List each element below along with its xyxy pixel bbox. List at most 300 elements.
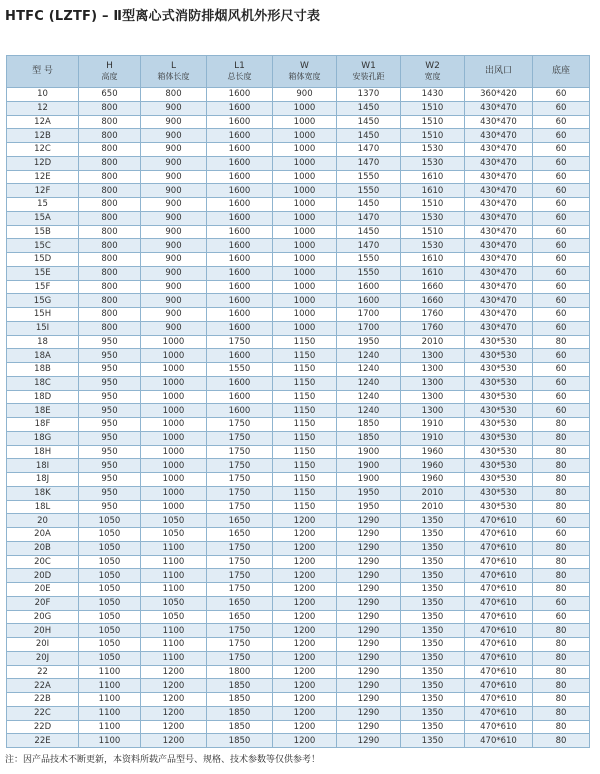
table-cell: 20I — [7, 638, 79, 652]
table-cell: 1350 — [401, 569, 465, 583]
table-cell: 1600 — [207, 129, 273, 143]
column-header-label: 箱体长度 — [157, 72, 190, 81]
column-header — [207, 56, 273, 88]
table-cell: 1600 — [207, 253, 273, 267]
table-cell: 60 — [533, 239, 590, 253]
table-cell: 1350 — [401, 555, 465, 569]
dimension-table-container — [6, 55, 589, 748]
table-cell: 1350 — [401, 693, 465, 707]
table-cell: 950 — [79, 486, 141, 500]
table-row — [7, 143, 590, 157]
table-cell: 1600 — [207, 156, 273, 170]
table-cell: 60 — [533, 294, 590, 308]
table-cell: 1200 — [273, 693, 337, 707]
table-cell: 470*610 — [465, 720, 533, 734]
table-row — [7, 459, 590, 473]
table-cell: 1240 — [337, 363, 401, 377]
table-cell: 1350 — [401, 734, 465, 748]
table-cell: 800 — [79, 211, 141, 225]
table-cell: 60 — [533, 225, 590, 239]
table-cell: 470*610 — [465, 583, 533, 597]
table-cell: 1600 — [207, 101, 273, 115]
table-row — [7, 349, 590, 363]
table-cell: 1600 — [207, 198, 273, 212]
table-cell: 1600 — [207, 225, 273, 239]
table-cell: 1600 — [207, 321, 273, 335]
table-cell: 800 — [79, 239, 141, 253]
table-row — [7, 404, 590, 418]
table-cell: 1470 — [337, 143, 401, 157]
table-cell: 1300 — [401, 349, 465, 363]
table-cell: 950 — [79, 445, 141, 459]
table-cell: 1300 — [401, 390, 465, 404]
table-cell: 1750 — [207, 486, 273, 500]
table-cell: 470*610 — [465, 528, 533, 542]
table-cell: 1100 — [79, 734, 141, 748]
table-cell: 1900 — [337, 459, 401, 473]
table-cell: 430*530 — [465, 418, 533, 432]
table-cell: 60 — [533, 349, 590, 363]
table-cell: 2010 — [401, 335, 465, 349]
table-cell: 12B — [7, 129, 79, 143]
table-cell: 430*470 — [465, 198, 533, 212]
table-cell: 1150 — [273, 459, 337, 473]
table-cell: 1050 — [141, 596, 207, 610]
column-header-label: 型 号 — [32, 66, 53, 76]
table-cell: 80 — [533, 555, 590, 569]
table-cell: 1200 — [273, 651, 337, 665]
table-cell: 2010 — [401, 500, 465, 514]
table-cell: 900 — [141, 266, 207, 280]
table-cell: 1100 — [141, 583, 207, 597]
table-cell: 1760 — [401, 321, 465, 335]
table-cell: 1350 — [401, 638, 465, 652]
table-cell: 1000 — [141, 431, 207, 445]
table-cell: 1290 — [337, 651, 401, 665]
column-header — [401, 56, 465, 88]
table-cell: 20 — [7, 514, 79, 528]
table-cell: 470*610 — [465, 665, 533, 679]
table-cell: 1750 — [207, 638, 273, 652]
table-cell: 1350 — [401, 706, 465, 720]
table-cell: 1430 — [401, 88, 465, 102]
table-cell: 800 — [79, 101, 141, 115]
table-cell: 80 — [533, 693, 590, 707]
table-cell: 80 — [533, 679, 590, 693]
table-cell: 1470 — [337, 211, 401, 225]
table-cell: 470*610 — [465, 638, 533, 652]
table-cell: 800 — [79, 294, 141, 308]
table-cell: 430*470 — [465, 129, 533, 143]
table-cell: 18H — [7, 445, 79, 459]
table-cell: 1960 — [401, 459, 465, 473]
table-cell: 1200 — [141, 720, 207, 734]
table-cell: 1200 — [273, 569, 337, 583]
table-cell: 1000 — [141, 390, 207, 404]
table-cell: 1000 — [273, 280, 337, 294]
table-cell: 1290 — [337, 679, 401, 693]
table-row — [7, 500, 590, 514]
table-cell: 1100 — [141, 651, 207, 665]
table-cell: 1290 — [337, 610, 401, 624]
table-cell: 15I — [7, 321, 79, 335]
table-cell: 1200 — [273, 610, 337, 624]
table-cell: 1510 — [401, 129, 465, 143]
table-row — [7, 638, 590, 652]
table-cell: 60 — [533, 596, 590, 610]
table-cell: 15E — [7, 266, 79, 280]
table-cell: 18I — [7, 459, 79, 473]
table-cell: 80 — [533, 445, 590, 459]
table-cell: 1530 — [401, 143, 465, 157]
column-header-label: 总长度 — [227, 72, 252, 81]
column-header — [7, 56, 79, 88]
table-cell: 430*530 — [465, 473, 533, 487]
table-cell: 18K — [7, 486, 79, 500]
table-cell: 1350 — [401, 720, 465, 734]
table-cell: 1150 — [273, 431, 337, 445]
table-cell: 1100 — [141, 555, 207, 569]
table-cell: 1050 — [141, 610, 207, 624]
table-cell: 1290 — [337, 541, 401, 555]
table-cell: 1750 — [207, 431, 273, 445]
header-row — [7, 56, 590, 88]
table-cell: 1750 — [207, 459, 273, 473]
table-cell: 470*610 — [465, 610, 533, 624]
table-cell: 800 — [79, 198, 141, 212]
table-cell: 1510 — [401, 101, 465, 115]
column-header-symbol: W1 — [361, 61, 376, 71]
table-cell: 1200 — [273, 596, 337, 610]
table-cell: 1290 — [337, 596, 401, 610]
column-header — [533, 56, 590, 88]
table-cell: 80 — [533, 651, 590, 665]
table-cell: 1470 — [337, 239, 401, 253]
table-cell: 20G — [7, 610, 79, 624]
table-cell: 1000 — [273, 211, 337, 225]
table-cell: 430*470 — [465, 280, 533, 294]
table-cell: 1000 — [273, 239, 337, 253]
table-cell: 15G — [7, 294, 79, 308]
table-cell: 1850 — [337, 418, 401, 432]
table-row — [7, 541, 590, 555]
table-cell: 1950 — [337, 500, 401, 514]
table-cell: 1200 — [273, 541, 337, 555]
table-row — [7, 115, 590, 129]
column-header-label: 宽度 — [424, 72, 441, 81]
table-cell: 1290 — [337, 734, 401, 748]
table-cell: 470*610 — [465, 596, 533, 610]
table-cell: 80 — [533, 624, 590, 638]
table-cell: 1200 — [273, 624, 337, 638]
table-cell: 1050 — [79, 638, 141, 652]
table-cell: 1450 — [337, 101, 401, 115]
column-header-label: 安装孔距 — [352, 72, 385, 81]
table-cell: 1000 — [273, 198, 337, 212]
table-row — [7, 266, 590, 280]
table-cell: 18G — [7, 431, 79, 445]
table-cell: 950 — [79, 473, 141, 487]
table-cell: 430*470 — [465, 321, 533, 335]
table-cell: 18 — [7, 335, 79, 349]
table-cell: 60 — [533, 88, 590, 102]
table-cell: 1200 — [141, 665, 207, 679]
table-cell: 1850 — [207, 734, 273, 748]
table-cell: 470*610 — [465, 693, 533, 707]
table-cell: 80 — [533, 500, 590, 514]
table-cell: 950 — [79, 349, 141, 363]
table-cell: 1290 — [337, 638, 401, 652]
table-row — [7, 528, 590, 542]
table-cell: 1350 — [401, 651, 465, 665]
table-cell: 1350 — [401, 610, 465, 624]
table-cell: 1000 — [273, 101, 337, 115]
table-cell: 1050 — [79, 583, 141, 597]
table-row — [7, 101, 590, 115]
table-cell: 1300 — [401, 363, 465, 377]
table-cell: 430*470 — [465, 115, 533, 129]
table-cell: 2010 — [401, 486, 465, 500]
table-cell: 1550 — [337, 253, 401, 267]
table-cell: 800 — [79, 184, 141, 198]
table-cell: 1600 — [207, 184, 273, 198]
table-cell: 1000 — [141, 500, 207, 514]
table-cell: 80 — [533, 569, 590, 583]
table-cell: 1100 — [141, 638, 207, 652]
table-cell: 800 — [79, 115, 141, 129]
table-cell: 1850 — [207, 693, 273, 707]
table-cell: 1900 — [337, 473, 401, 487]
table-cell: 1000 — [273, 184, 337, 198]
table-cell: 60 — [533, 376, 590, 390]
table-cell: 22A — [7, 679, 79, 693]
table-cell: 1290 — [337, 528, 401, 542]
table-cell: 470*610 — [465, 514, 533, 528]
table-cell: 1600 — [207, 115, 273, 129]
table-cell: 22C — [7, 706, 79, 720]
table-cell: 80 — [533, 541, 590, 555]
table-cell: 1450 — [337, 198, 401, 212]
table-cell: 1050 — [79, 624, 141, 638]
table-cell: 950 — [79, 404, 141, 418]
table-cell: 1150 — [273, 418, 337, 432]
table-cell: 60 — [533, 363, 590, 377]
table-cell: 1200 — [273, 514, 337, 528]
table-cell: 1600 — [207, 349, 273, 363]
table-cell: 1350 — [401, 514, 465, 528]
table-cell: 1650 — [207, 514, 273, 528]
dimension-table — [6, 55, 590, 748]
table-row — [7, 239, 590, 253]
table-cell: 1000 — [141, 418, 207, 432]
table-cell: 1200 — [141, 734, 207, 748]
table-cell: 1000 — [141, 473, 207, 487]
table-cell: 1960 — [401, 473, 465, 487]
table-cell: 1850 — [337, 431, 401, 445]
table-cell: 12A — [7, 115, 79, 129]
table-cell: 60 — [533, 266, 590, 280]
table-cell: 60 — [533, 198, 590, 212]
table-row — [7, 734, 590, 748]
table-cell: 430*470 — [465, 294, 533, 308]
table-cell: 430*530 — [465, 500, 533, 514]
column-header-label: 出风口 — [484, 66, 512, 76]
table-cell: 1660 — [401, 280, 465, 294]
table-cell: 430*470 — [465, 170, 533, 184]
table-cell: 1050 — [79, 514, 141, 528]
table-cell: 20J — [7, 651, 79, 665]
table-cell: 1000 — [273, 294, 337, 308]
table-cell: 900 — [141, 156, 207, 170]
table-row — [7, 211, 590, 225]
table-cell: 1200 — [141, 706, 207, 720]
table-cell: 430*470 — [465, 225, 533, 239]
table-row — [7, 335, 590, 349]
table-cell: 60 — [533, 170, 590, 184]
table-cell: 1350 — [401, 665, 465, 679]
table-cell: 1610 — [401, 253, 465, 267]
table-cell: 1150 — [273, 349, 337, 363]
table-cell: 800 — [79, 308, 141, 322]
table-row — [7, 308, 590, 322]
column-header-label: 箱体宽度 — [288, 72, 321, 81]
table-cell: 1050 — [79, 651, 141, 665]
table-cell: 950 — [79, 459, 141, 473]
table-cell: 430*530 — [465, 459, 533, 473]
table-cell: 430*530 — [465, 486, 533, 500]
table-cell: 1610 — [401, 170, 465, 184]
table-cell: 1510 — [401, 225, 465, 239]
table-cell: 1000 — [273, 321, 337, 335]
table-row — [7, 376, 590, 390]
table-cell: 1750 — [207, 569, 273, 583]
table-cell: 60 — [533, 321, 590, 335]
table-cell: 1600 — [207, 280, 273, 294]
table-cell: 900 — [141, 184, 207, 198]
table-cell: 470*610 — [465, 651, 533, 665]
table-cell: 1530 — [401, 156, 465, 170]
table-cell: 1660 — [401, 294, 465, 308]
table-cell: 60 — [533, 143, 590, 157]
table-cell: 900 — [141, 211, 207, 225]
table-cell: 1150 — [273, 335, 337, 349]
table-cell: 900 — [141, 143, 207, 157]
table-cell: 430*470 — [465, 156, 533, 170]
table-cell: 15C — [7, 239, 79, 253]
table-cell: 900 — [273, 88, 337, 102]
table-row — [7, 665, 590, 679]
table-cell: 15 — [7, 198, 79, 212]
column-header-label: 底座 — [551, 66, 570, 76]
table-cell: 1050 — [141, 514, 207, 528]
column-header-symbol: L1 — [234, 61, 245, 71]
table-cell: 1510 — [401, 115, 465, 129]
table-row — [7, 253, 590, 267]
table-cell: 1200 — [141, 679, 207, 693]
table-cell: 80 — [533, 486, 590, 500]
table-cell: 20C — [7, 555, 79, 569]
table-cell: 1150 — [273, 363, 337, 377]
table-cell: 800 — [79, 266, 141, 280]
table-cell: 430*530 — [465, 404, 533, 418]
table-cell: 950 — [79, 363, 141, 377]
table-cell: 470*610 — [465, 555, 533, 569]
table-cell: 1750 — [207, 624, 273, 638]
table-cell: 470*610 — [465, 734, 533, 748]
table-cell: 1750 — [207, 555, 273, 569]
table-cell: 1960 — [401, 445, 465, 459]
table-cell: 800 — [79, 321, 141, 335]
table-cell: 1000 — [273, 143, 337, 157]
table-cell: 1350 — [401, 528, 465, 542]
table-cell: 60 — [533, 101, 590, 115]
table-cell: 1850 — [207, 706, 273, 720]
table-cell: 1530 — [401, 239, 465, 253]
table-row — [7, 693, 590, 707]
table-row — [7, 706, 590, 720]
table-cell: 1600 — [207, 390, 273, 404]
table-row — [7, 198, 590, 212]
table-cell: 12C — [7, 143, 79, 157]
table-cell: 22 — [7, 665, 79, 679]
table-cell: 900 — [141, 294, 207, 308]
table-cell: 360*420 — [465, 88, 533, 102]
table-cell: 18A — [7, 349, 79, 363]
table-row — [7, 156, 590, 170]
table-cell: 900 — [141, 239, 207, 253]
table-cell: 470*610 — [465, 569, 533, 583]
table-cell: 1350 — [401, 541, 465, 555]
table-cell: 1910 — [401, 418, 465, 432]
table-cell: 20F — [7, 596, 79, 610]
table-cell: 1750 — [207, 473, 273, 487]
table-cell: 1600 — [207, 404, 273, 418]
table-cell: 1750 — [207, 418, 273, 432]
table-cell: 1050 — [79, 541, 141, 555]
table-cell: 80 — [533, 665, 590, 679]
table-cell: 80 — [533, 638, 590, 652]
table-cell: 1760 — [401, 308, 465, 322]
table-cell: 1150 — [273, 445, 337, 459]
table-cell: 1200 — [273, 665, 337, 679]
table-cell: 1290 — [337, 583, 401, 597]
table-cell: 1350 — [401, 583, 465, 597]
table-cell: 430*470 — [465, 266, 533, 280]
column-header — [79, 56, 141, 88]
table-cell: 60 — [533, 514, 590, 528]
table-row — [7, 445, 590, 459]
table-cell: 1750 — [207, 541, 273, 555]
table-cell: 1050 — [79, 569, 141, 583]
table-cell: 60 — [533, 184, 590, 198]
table-row — [7, 720, 590, 734]
table-cell: 60 — [533, 610, 590, 624]
table-cell: 1350 — [401, 624, 465, 638]
table-row — [7, 225, 590, 239]
table-cell: 1050 — [79, 596, 141, 610]
table-cell: 800 — [141, 88, 207, 102]
table-cell: 12 — [7, 101, 79, 115]
column-header-symbol: L — [170, 61, 176, 71]
table-cell: 12F — [7, 184, 79, 198]
table-cell: 1000 — [141, 376, 207, 390]
table-cell: 1240 — [337, 390, 401, 404]
table-cell: 430*470 — [465, 143, 533, 157]
table-row — [7, 473, 590, 487]
table-cell: 1300 — [401, 404, 465, 418]
table-cell: 900 — [141, 253, 207, 267]
table-cell: 1290 — [337, 706, 401, 720]
